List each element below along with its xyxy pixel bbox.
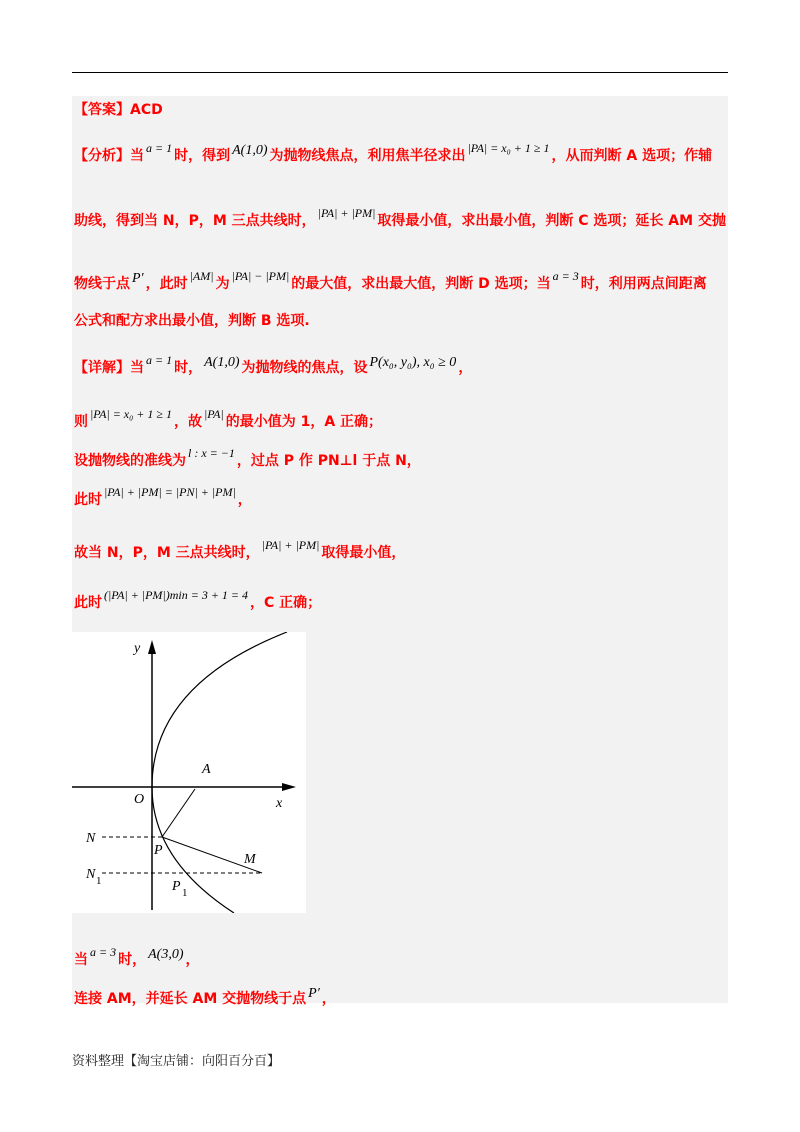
text: 助线，得到当 N，P，M 三点共线时， (74, 213, 316, 229)
text: 【详解】当 (74, 360, 144, 376)
text: ，从而判断 A 选项；作辅 (551, 148, 713, 164)
detail-line-6 (74, 585, 724, 613)
label-P1-subscript: 1 (182, 887, 188, 899)
text: 时， (174, 360, 203, 376)
footer-note: 资料整理【淘宝店铺：向阳百分百】 (72, 1054, 281, 1069)
formula: a = 3 (90, 945, 117, 959)
label-N1-subscript: 1 (96, 875, 102, 887)
text: 取得最小值，求出最小值，判断 C 选项；延长 AM 交抛 (377, 213, 726, 229)
label-x: x (276, 796, 283, 811)
formula: A(1,0) (204, 355, 240, 370)
text: 物线于点 (74, 276, 130, 292)
text: ， (321, 991, 336, 1007)
x-axis-arrow (282, 783, 296, 791)
parabola-curve (152, 632, 287, 913)
label-A: A (202, 762, 211, 777)
formula: a = 1 (146, 141, 173, 155)
text: 设抛物线的准线为 (74, 453, 186, 469)
text: ，C 正确； (250, 595, 322, 611)
text: 此时 (74, 595, 102, 611)
formula: |PA| + |PM| (261, 538, 320, 552)
formula: |PA| = x₀ + 1 ≥ 1 (467, 141, 550, 155)
formula: (|PA| + |PM|)min = 3 + 1 = 4 (104, 588, 249, 602)
label-N: N (86, 831, 96, 846)
text: ， (458, 360, 473, 376)
answer-line (74, 100, 724, 120)
formula: P′ (132, 271, 144, 286)
formula: l : x = −1 (188, 446, 235, 460)
text: ，过点 P 作 PN⊥l 于点 N， (236, 453, 421, 469)
text: ， (185, 952, 200, 968)
text: 故当 N，P，M 三点共线时， (74, 545, 260, 561)
text: ， (237, 492, 252, 508)
analysis-line-2 (74, 203, 724, 231)
detail-line-3 (74, 443, 724, 471)
text: 当 (74, 952, 88, 968)
text: 【分析】当 (74, 148, 144, 164)
formula: P′ (308, 986, 320, 1001)
analysis-line-3 (74, 266, 724, 294)
text: 为抛物线焦点，利用焦半径求出 (269, 148, 466, 164)
label-M: M (244, 852, 256, 867)
detail-line-7 (74, 942, 724, 970)
text: 为抛物线的焦点，设 (241, 360, 368, 376)
text: 为 (215, 276, 230, 292)
detail-line-5 (74, 535, 724, 563)
formula: |AM| (189, 269, 214, 283)
text: 取得最小值， (321, 545, 406, 561)
detail-line-2 (74, 404, 724, 432)
label-N1: N (86, 867, 96, 882)
analysis-line-1 (74, 138, 724, 166)
formula: A(1,0) (232, 143, 268, 158)
segment-PA (162, 789, 195, 837)
text: 时，得到 (174, 148, 231, 164)
detail-line-1 (74, 350, 724, 378)
analysis-line-4 (74, 311, 724, 331)
text: 此时 (74, 492, 102, 508)
detail-line-8 (74, 984, 724, 1009)
text: ，此时 (145, 276, 188, 292)
y-axis-arrow (148, 640, 156, 654)
text: 的最小值为 1，A 正确； (225, 414, 383, 430)
text: ，故 (174, 414, 202, 430)
text: 的最大值，求出最大值，判断 D 选项；当 (291, 276, 551, 292)
text: 公式和配方求出最小值，判断 B 选项. (74, 313, 310, 329)
text: 则 (74, 414, 88, 430)
formula: |PA| − |PM| (231, 269, 290, 283)
label-P: P (154, 843, 163, 858)
text: 连接 AM，并延长 AM 交抛物线于点 (74, 991, 307, 1007)
formula: a = 3 (552, 269, 579, 283)
detail-line-4 (74, 482, 724, 510)
parabola-diagram (72, 632, 306, 913)
header-rule (72, 72, 728, 73)
formula: |PA| + |PM| (317, 206, 376, 220)
label-P1: P (172, 879, 181, 894)
text: 时， (118, 952, 147, 968)
formula: A(3,0) (148, 947, 184, 962)
formula: |PA| = x₀ + 1 ≥ 1 (90, 407, 172, 421)
label-O: O (134, 792, 145, 807)
formula: |PA| + |PM| = |PN| + |PM| (104, 485, 236, 499)
parabola-figure (72, 632, 306, 913)
formula: a = 1 (146, 353, 173, 367)
text: 时，利用两点间距离 (580, 276, 707, 292)
answer-label: 【答案】ACD (74, 102, 163, 118)
formula: |PA| (204, 407, 224, 421)
formula: P(x₀, y₀), x₀ ≥ 0 (369, 355, 457, 370)
label-y: y (134, 641, 141, 656)
